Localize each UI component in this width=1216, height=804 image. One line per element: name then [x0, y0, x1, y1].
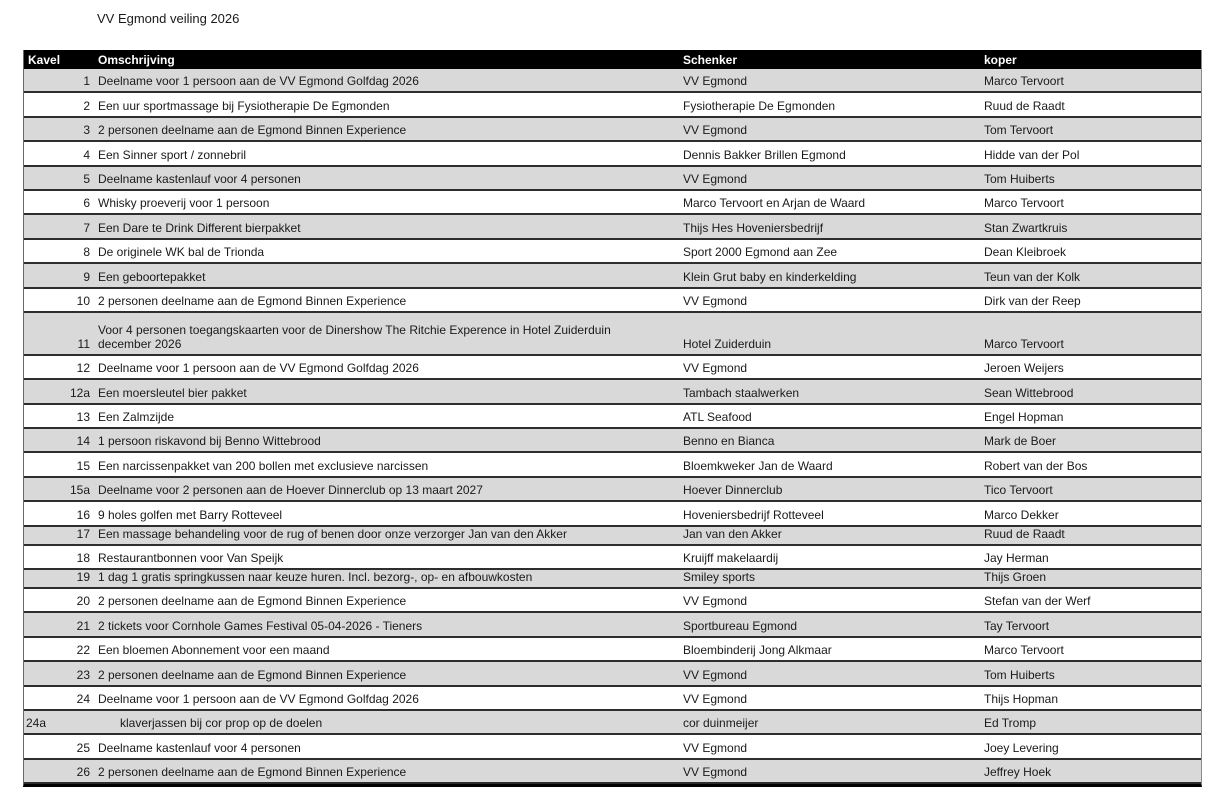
- kavel-cell: 24: [76, 691, 90, 706]
- description-line: Deelname voor 1 persoon aan de VV Egmond Golfdag 2026: [98, 691, 419, 706]
- schenker-cell: Marco Tervoort en Arjan de Waard: [683, 196, 866, 211]
- description-cell: [94, 380, 678, 402]
- table-row: [24, 405, 1201, 429]
- kavel-cell: 14: [76, 434, 90, 449]
- description-line: klaverjassen bij cor prop op de doelen: [120, 716, 323, 731]
- schenker-cell: ATL Seafood: [683, 410, 752, 425]
- koper-cell: Thijs Hopman: [984, 691, 1059, 706]
- koper-cell: Tom Huiberts: [984, 667, 1055, 682]
- description-cell: [94, 760, 678, 782]
- schenker-cell: VV Egmond: [683, 740, 748, 755]
- description-cell: [94, 638, 678, 660]
- description-cell: [94, 191, 678, 213]
- kavel-cell: 9: [83, 269, 90, 284]
- koper-cell: Ed Tromp: [984, 716, 1037, 731]
- page-title: VV Egmond veiling 2026: [97, 11, 240, 26]
- koper-cell: Robert van der Bos: [984, 458, 1088, 473]
- kavel-cell: 16: [76, 507, 90, 522]
- koper-cell: Tom Tervoort: [984, 123, 1054, 138]
- table-row: [24, 527, 1201, 546]
- description-line: Deelname kastenlauf voor 4 personen: [98, 740, 301, 755]
- description-cell: [94, 240, 678, 262]
- table-row: [24, 760, 1201, 784]
- table-row: [24, 167, 1201, 191]
- schenker-cell: Kruijff makelaardij: [683, 551, 779, 566]
- description-line: 2 tickets voor Cornhole Games Festival 05-04-2026 - Tieners: [98, 618, 423, 633]
- table-body: [24, 69, 1201, 784]
- kavel-cell: 13: [76, 410, 90, 425]
- kavel-cell: 11: [77, 336, 90, 351]
- table-row: [24, 453, 1201, 477]
- schenker-cell: VV Egmond: [683, 667, 748, 682]
- table-row: [24, 687, 1201, 711]
- description-cell: [94, 142, 678, 164]
- schenker-cell: Hoveniersbedrijf Rotteveel: [683, 507, 824, 522]
- description-line: Voor 4 personen toegangskaarten voor de Dinershow The Ritchie Experence in Hotel Zuiderduin: [98, 322, 611, 337]
- schenker-cell: Fysiotherapie De Egmonden: [683, 98, 836, 113]
- table-row: [24, 264, 1201, 288]
- description-cell: [94, 589, 678, 611]
- description-cell: [94, 313, 678, 354]
- description-cell: [94, 289, 678, 311]
- koper-cell: Jeroen Weijers: [984, 361, 1064, 376]
- koper-cell: Dean Kleibroek: [984, 245, 1067, 260]
- schenker-cell: Tambach staalwerken: [683, 385, 800, 400]
- koper-cell: Teun van der Kolk: [984, 269, 1081, 284]
- schenker-cell: cor duinmeijer: [683, 716, 759, 731]
- description-line: 2 personen deelname aan de Egmond Binnen Experience: [98, 123, 407, 138]
- kavel-cell: 22: [76, 643, 90, 658]
- description-cell: [94, 502, 678, 524]
- koper-cell: Tay Tervoort: [984, 618, 1050, 633]
- koper-cell: Stan Zwartkruis: [984, 220, 1068, 235]
- description-line: 2 personen deelname aan de Egmond Binnen Experience: [98, 765, 407, 780]
- table-row: [24, 142, 1201, 166]
- column-header-kavel: Kavel: [28, 52, 61, 67]
- description-cell: [94, 118, 678, 140]
- table-row: [24, 313, 1201, 356]
- schenker-cell: Bloembinderij Jong Alkmaar: [683, 643, 832, 658]
- description-cell: [94, 527, 678, 544]
- kavel-cell: 17: [76, 526, 90, 541]
- schenker-cell: Dennis Bakker Brillen Egmond: [683, 147, 846, 162]
- kavel-cell: 24a: [26, 716, 47, 731]
- schenker-cell: Klein Grut baby en kinderkelding: [683, 269, 857, 284]
- table-row: [24, 191, 1201, 215]
- kavel-cell: 20: [76, 594, 90, 609]
- table-row: [24, 502, 1201, 526]
- schenker-cell: Benno en Bianca: [683, 434, 775, 449]
- koper-cell: Joey Levering: [984, 740, 1059, 755]
- kavel-cell: 10: [76, 293, 90, 308]
- description-line: Deelname voor 1 persoon aan de VV Egmond Golfdag 2026: [98, 74, 419, 89]
- description-cell: [94, 69, 678, 91]
- column-header-koper: koper: [984, 52, 1017, 67]
- description-cell: [94, 478, 678, 500]
- schenker-cell: VV Egmond: [683, 361, 748, 376]
- kavel-cell: 19: [76, 570, 90, 585]
- table-row: [24, 589, 1201, 613]
- description-line: december 2026: [98, 336, 182, 351]
- table-row: [24, 93, 1201, 117]
- description-cell: [94, 405, 678, 427]
- description-line: Een massage behandeling voor de rug of benen door onze verzorger Jan van den Akker: [98, 526, 567, 541]
- koper-cell: Marco Tervoort: [984, 196, 1064, 211]
- description-cell: [94, 546, 678, 568]
- koper-cell: Marco Tervoort: [984, 74, 1064, 89]
- description-line: Een narcissenpakket van 200 bollen met exclusieve narcissen: [98, 458, 429, 473]
- description-line: 1 persoon riskavond bij Benno Wittebrood: [98, 434, 321, 449]
- description-cell: [94, 429, 678, 451]
- kavel-cell: 21: [76, 618, 90, 633]
- koper-cell: Jay Herman: [984, 551, 1049, 566]
- kavel-cell: 26: [76, 765, 90, 780]
- schenker-cell: Smiley sports: [683, 570, 756, 585]
- description-cell: [94, 687, 678, 709]
- description-line: 1 dag 1 gratis springkussen naar keuze huren. Incl. bezorg-, op- en afbouwkosten: [98, 570, 533, 585]
- schenker-cell: VV Egmond: [683, 594, 748, 609]
- description-line: Deelname voor 1 persoon aan de VV Egmond Golfdag 2026: [98, 361, 419, 376]
- koper-cell: Ruud de Raadt: [984, 98, 1065, 113]
- description-line: Restaurantbonnen voor Van Speijk: [98, 551, 284, 566]
- description-line: Een bloemen Abonnement voor een maand: [98, 643, 330, 658]
- column-header-omschrijving: Omschrijving: [98, 52, 175, 67]
- schenker-cell: Hoever Dinnerclub: [683, 483, 783, 498]
- koper-cell: Marco Tervoort: [984, 336, 1064, 351]
- description-line: Een moersleutel bier pakket: [98, 385, 247, 400]
- koper-cell: Thijs Groen: [984, 570, 1047, 585]
- description-cell: [94, 711, 678, 733]
- schenker-cell: VV Egmond: [683, 74, 748, 89]
- description-line: Een geboortepakket: [98, 269, 206, 284]
- table-row: [24, 735, 1201, 759]
- description-line: Een Sinner sport / zonnebril: [98, 147, 247, 162]
- koper-cell: Stefan van der Werf: [984, 594, 1091, 609]
- kavel-cell: 25: [76, 740, 90, 755]
- description-cell: [94, 570, 678, 587]
- description-line: Een uur sportmassage bij Fysiotherapie De Egmonden: [98, 98, 390, 113]
- koper-cell: Tom Huiberts: [984, 171, 1055, 186]
- description-cell: [94, 356, 678, 378]
- description-line: Whisky proeverij voor 1 persoon: [98, 196, 270, 211]
- schenker-cell: VV Egmond: [683, 171, 748, 186]
- description-cell: [94, 167, 678, 189]
- koper-cell: Tico Tervoort: [984, 483, 1053, 498]
- description-cell: [94, 735, 678, 757]
- schenker-cell: VV Egmond: [683, 765, 748, 780]
- kavel-cell: 18: [76, 551, 90, 566]
- description-line: 2 personen deelname aan de Egmond Binnen Experience: [98, 293, 407, 308]
- koper-cell: Engel Hopman: [984, 410, 1064, 425]
- kavel-cell: 1: [83, 74, 90, 89]
- koper-cell: Marco Dekker: [984, 507, 1059, 522]
- table-row: [24, 711, 1201, 735]
- description-cell: [94, 613, 678, 635]
- description-cell: [94, 215, 678, 237]
- table-row: [24, 638, 1201, 662]
- description-line: Een Dare te Drink Different bierpakket: [98, 220, 301, 235]
- kavel-cell: 12a: [69, 385, 90, 400]
- description-line: 2 personen deelname aan de Egmond Binnen Experience: [98, 594, 407, 609]
- koper-cell: Hidde van der Pol: [984, 147, 1080, 162]
- description-line: 9 holes golfen met Barry Rotteveel: [98, 507, 283, 522]
- description-cell: [94, 453, 678, 475]
- schenker-cell: Jan van den Akker: [683, 526, 782, 541]
- table-row: [24, 356, 1201, 380]
- kavel-cell: 5: [83, 171, 90, 186]
- table-row: [24, 478, 1201, 502]
- schenker-cell: VV Egmond: [683, 123, 748, 138]
- kavel-cell: 15a: [69, 483, 90, 498]
- table-row: [24, 429, 1201, 453]
- description-line: Een Zalmzijde: [98, 410, 175, 425]
- kavel-cell: 4: [83, 147, 90, 162]
- table-row: [24, 613, 1201, 637]
- column-header-schenker: Schenker: [683, 52, 738, 67]
- koper-cell: Ruud de Raadt: [984, 526, 1065, 541]
- kavel-cell: 15: [76, 458, 90, 473]
- description-cell: [94, 93, 678, 115]
- schenker-cell: VV Egmond: [683, 691, 748, 706]
- kavel-cell: 2: [83, 98, 90, 113]
- kavel-cell: 23: [76, 667, 90, 682]
- koper-cell: Dirk van der Reep: [984, 293, 1081, 308]
- table-row: [24, 289, 1201, 313]
- kavel-cell: 7: [83, 220, 90, 235]
- koper-cell: Marco Tervoort: [984, 643, 1064, 658]
- schenker-cell: Bloemkweker Jan de Waard: [683, 458, 833, 473]
- description-line: 2 personen deelname aan de Egmond Binnen Experience: [98, 667, 407, 682]
- kavel-cell: 6: [83, 196, 90, 211]
- table-row: [24, 380, 1201, 404]
- schenker-cell: Sport 2000 Egmond aan Zee: [683, 245, 838, 260]
- description-line: Deelname voor 2 personen aan de Hoever Dinnerclub op 13 maart 2027: [98, 483, 483, 498]
- koper-cell: Mark de Boer: [984, 434, 1057, 449]
- description-line: De originele WK bal de Trionda: [98, 245, 265, 260]
- table-row: [24, 546, 1201, 570]
- schenker-cell: Hotel Zuiderduin: [683, 336, 772, 351]
- koper-cell: Sean Wittebrood: [984, 385, 1074, 400]
- description-cell: [94, 662, 678, 684]
- description-line: Deelname kastenlauf voor 4 personen: [98, 171, 301, 186]
- auction-table: [23, 50, 1202, 787]
- table-row: [24, 662, 1201, 686]
- kavel-cell: 8: [83, 245, 90, 260]
- table-row: [24, 69, 1201, 93]
- table-header-row: [24, 50, 1201, 69]
- koper-cell: Jeffrey Hoek: [984, 765, 1052, 780]
- description-cell: [94, 264, 678, 286]
- kavel-cell: 3: [83, 123, 90, 138]
- schenker-cell: VV Egmond: [683, 293, 748, 308]
- table-row: [24, 118, 1201, 142]
- table-row: [24, 215, 1201, 239]
- kavel-cell: 12: [76, 361, 90, 376]
- table-row: [24, 570, 1201, 589]
- schenker-cell: Thijs Hes Hoveniersbedrijf: [683, 220, 824, 235]
- schenker-cell: Sportbureau Egmond: [683, 618, 798, 633]
- table-row: [24, 240, 1201, 264]
